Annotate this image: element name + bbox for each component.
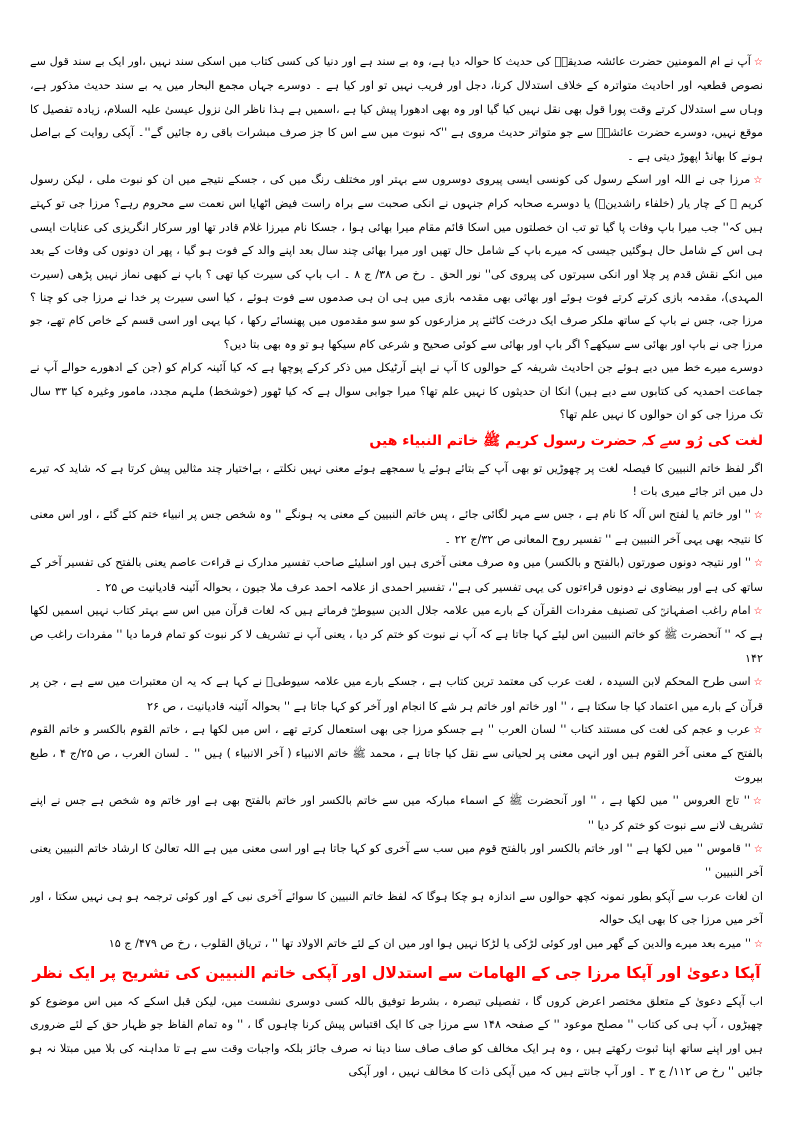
paragraph-text: عرب و عجم کی لغت کی مستند کتاب '' لسان العرب '' ہے جسکو مرزا جی بھی استعمال کرتے تھے ، اس میں لکھا ہے ، خاتم القوم بالکسر و خاتم القوم بالفتح کے معنی آخر القوم ہیں اور انہی معنی پر لحیانی سے نقل کیا جاتا ہے ، محمد ﷺ خاتم الانبیاء ( آخر الانبیاء ) ہیں '' ۔ لسان العرب ، ص ۲۵/ج ۴ ، طبع بیروت <box>30 722 763 784</box>
paragraph-text: اب آپکے دعویٰ کے متعلق مختصر اعرض کروں گا ، تفصیلی تبصرہ ، بشرط توفیق باللہ کسی دوسری نشست میں، لیکن قبل اسکے کہ میں اس موضوع کو چھیڑوں ، آپ ہی کی کتاب '' مصلح موعود '' کے صفحہ ۱۴۸ سے مرزا جی کا ایک اقتباس پیش کرنا چاہوں گا ، '' وہ تمام الفاظ جو ظہار حق کے لئے ضروری ہیں اور اپنے ساتھ اپنا ثبوت رکھتے ہیں ، وہ ہر ایک مخالف کو صاف صاف سنا دینا نہ صرف جائز بلکہ واجبات وقت سے ہے تا مداہنہ کی بلا میں مبتلا نہ ہو جائیں '' رخ ص ۱۱۲/ ج ۳ ۔ اور آپ جانتے ہیں کہ میں آپکی ذات کا مخالف نہیں ، اور آپکی <box>30 995 763 1079</box>
paragraph <box>30 718 763 789</box>
star-bullet-icon: ☆ <box>753 175 763 187</box>
paragraph <box>30 356 763 426</box>
paragraph-text: ان لغات عرب سے آپکو بطور نمونہ کچھ حوالوں سے اندازہ ہو چکا ہوگا کہ لفظ خاتم النبیین کا سوائے آخری نبی کے اور کوئی ترجمہ ہو ہی نہیں سکتا ، اور آخر میں مرزا جی کا بھی ایک حوالہ <box>30 889 763 927</box>
paragraph-text: مرزا جی نے اللہ اور اسکے رسول کی کونسی ایسی پیروی دوسروں سے بہتر اور مختلف رنگ میں کی ، جسکے نتیجے میں ان کو نبوت ملی ، لیکن رسول کریم ﷺ کے چار یار (خلفاء راشدینؓ) یا دوسرے صحابہ کرام جنہوں نے انکی صحبت سے براہ راست فیض اٹھایا اس نعمت سے محروم رہے؟ مرزا جی تو کہتے ہیں کہ'' جب میرا باپ وفات پا گیا تو تب ان خصلتوں میں اسکا قائم مقام میرا بھائی ہوا ، جسکا نام میرزا غلام قادر تھا اور سرکار انگریزی کی عنایات ایسی ہی اس کے شامل حال ہوگئیں جیسی کہ میرے باپ کے شامل حال تھیں اور میرا بھائی چند سال بعد اپنے والد کے فوت ہو گیا ، پھر ان دونوں کی وفات کے بعد میں انکے نقش قدم پر چلا اور انکی سیرتوں کی پیروی کی'' نور الحق ۔ رخ ص ۳۸/ ج ۸ ۔ اب باپ کی سیرت کیا تھی ؟ باپ نے کبھی نماز نہیں پڑھی (سیرت المہدی)، مقدمہ بازی کرتے کرتے فوت ہوئے اور بھائی بھی مقدمہ بازی میں ہی ان ہی صدموں سے فوت ہوئے ، کیا اسی سیرت پر خدا نے مرزا جی کو چنا ؟ مرزا جی، جس نے باپ کے ساتھ ملکر صرف ایک درخت کاٹنے پر مزارعوں کو سو سو مقدموں میں پھنسائے رکھا ، کیا یہی اور اسی قسم کے خاص کام تھے، جو مرزا جی نے باپ اور بھائی سے سیکھے؟ اگر باپ اور بھائی سے کوئی صحیح و شرعی کام سیکھا ہو تو وہ بھی بتا دیں؟ <box>30 173 763 351</box>
paragraph <box>30 457 763 504</box>
paragraph <box>30 990 763 1084</box>
paragraph-text: '' اور خاتم یا لفتح اس آلہ کا نام ہے ، جس سے مہر لگائی جائے ، پس خاتم النبیین کے معنی یہ ہونگے '' وہ شخص جس پر انبیاء ختم کئے گئے ، اور اس معنی کا نتیجہ بھی یہی آخر النبیین ہے '' تفسیر روح المعانی ص ۳۲/ج ۲۲ ۔ <box>30 508 763 546</box>
star-bullet-icon: ☆ <box>752 796 763 808</box>
star-bullet-icon: ☆ <box>753 605 763 617</box>
star-bullet-icon: ☆ <box>753 677 763 689</box>
star-bullet-icon: ☆ <box>754 938 763 950</box>
paragraph-text: امام راغب اصفہانیؒ کی تصنیف مفردات القرآن کے بارے میں علامہ جلال الدین سیوطیؒ فرماتے ہیں کہ لغات قرآن میں اس سے بہتر کتاب نہیں اسمیں لکھا ہے کہ '' آنحضرت ﷺ کو خاتم النبیین اس لیئے کہا جاتا ہے کہ آپ نے نبوت کو ختم کر دیا ، یعنی آپ نے تشریف لا کر نبوت کو تمام فرما دیا '' مفردات راغب ص ۱۴۲ <box>30 603 763 665</box>
paragraph <box>30 670 763 718</box>
paragraph <box>30 885 763 932</box>
paragraph-text: '' قاموس '' میں لکھا ہے '' اور خاتم بالکسر اور بالفتح قوم میں سب سے آخری کو کہا جاتا ہے اور اسی معنی میں ہے اللہ تعالیٰ کا ارشاد خاتم النبیین یعنی آخر النبیین '' <box>30 842 763 880</box>
paragraph <box>30 168 763 356</box>
paragraph <box>30 551 763 599</box>
paragraph-text: اگر لفظ خاتم النبیین کا فیصلہ لغت پر چھوڑیں تو بھی آپ کے بتائے ہوئے یا سمجھے ہوئے معنی نہیں نکلتے ، بےاختیار چند مثالیں پیش کرتا ہے کہ شاید کہ تیرے دل میں اتر جائے میری بات ! <box>30 461 763 498</box>
paragraph-text: دوسرے میرے خط میں دیے ہوئے جن احادیث شریفہ کے حوالوں کا آپ نے اپنے آرٹیکل میں ذکر کرکے پوچھا ہے کہ کیا آئینہ کرام کو (جن کے ادھورے حوالے آپ نے جماعت احمدیہ کی کتابوں سے دیے ہیں) انکا ان حدیثوں کا نہیں علم تھا؟ میرا جوابی سوال ہے کہ کیا ٹھور (خوشخط) ملہم مجدد، مامور وغیرہ کیا ۳۳ سال تک مرزا جی کو ان حوالوں کا نہیں علم تھا؟ <box>30 361 763 422</box>
star-bullet-icon: ☆ <box>753 844 763 855</box>
paragraph-text: '' تاج العروس '' میں لکھا ہے ، '' اور آنحضرت ﷺ کے اسماء مبارکہ میں سے خاتم بالکسر اور خاتم بالفتح بھی ہے اور خاتم وہ شخص ہے جس نے اپنے تشریف لانے سے نبوت کو ختم کر دیا '' <box>30 794 763 832</box>
paragraph <box>30 932 763 956</box>
star-bullet-icon: ☆ <box>753 724 763 736</box>
star-bullet-icon: ☆ <box>754 558 763 570</box>
paragraph <box>30 50 763 168</box>
document-page <box>30 50 763 1100</box>
paragraph-text: '' اور نتیجہ دونوں صورتوں (بالفتح و بالکسر) میں وہ صرف معنی آخری ہیں اور اسلیئے صاحب تفسیر مدارک نے قراءت عاصم یعنی بالفتح کی تفسیر آخر کے ساتھ کی ہے اور بیضاوی نے دونوں قراءتوں کی یہی تفسیر کی ہے''، تفسیر احمدی از علامہ احمد عرف ملا جیون ، بحوالہ آئینہ قادیانیت ص ۲۵ ۔ <box>30 556 763 594</box>
paragraph-text: آپ نے ام المومنین حضرت عائشہ صدیقہؓ کی حدیث کا حوالہ دیا ہے، وہ بے سند ہے اور دنیا کی کسی کتاب میں اسکی سند نہیں ،اور ایک بے سند قول سے نصوص قطعیہ اور احادیث متواترہ کے خلاف استدلال کرنا، دجل اور فریب نہیں تو اور کیا ہے ۔ دوسرے جہاں مجمع البحار میں یہ بے سند حدیث مذکور ہے، وہاں سے استدلال کرتے وقت پورا قول بھی نقل نہیں کیا گیا اور وہ بھی ادھورا پیش کیا ہے ،اسمیں ہے ہذا ناظر الیٰ نزول عیسیٰ علیہ السلام، زیادہ تفصیل کا موقع نہیں، دوسرے حضرت عائشہؓ سے جو متواتر حدیث مروی ہے ''کہ نبوت میں سے اس کا جز صرف مبشرات باقی رہ جائیں گے''۔ آپکی روایت کے بےاصل ہونے کا بھانڈ اپھوڑ دیتی ہے ۔ <box>30 55 763 163</box>
star-bullet-icon: ☆ <box>753 510 763 522</box>
star-bullet-icon: ☆ <box>753 57 763 68</box>
paragraph-text: '' میرے بعد میرے والدین کے گھر میں اور کوئی لڑکی یا لڑکا نہیں ہوا اور میں ان کے لئے خاتم الاولاد تھا '' ، تریاق القلوب ، رخ ص ۴۷۹/ ج ۱۵ <box>108 936 752 950</box>
paragraph-text: اسی طرح المحکم لابن السیدہ ، لغت عرب کی معتمد ترین کتاب ہے ، جسکے بارے میں علامہ سیوطیؒ نے کہا ہے کہ یہ ان معتبرات میں سے ہے ، جن پر قرآن کے بارے میں اعتماد کیا جا سکتا ہے ، '' اور خاتم اور خاتم ہر شے کا انجام اور آخر کو کہا جاتا ہے '' بحوالہ آئینہ قادیانیت ، ص ۲۶ <box>30 675 763 713</box>
paragraph <box>30 503 763 551</box>
section-heading: لغت کی رُو سے کہ حضرت رسول کریم ﷺ خاتم النبیاء ھیں <box>369 432 763 449</box>
paragraph <box>30 789 763 837</box>
section-heading: آپکا دعویٰ اور آپکا مرزا جی کے الھامات سے استدلال اور آپکی خاتم النبیین کی تشریح پر ایک نظر <box>32 964 761 983</box>
paragraph <box>30 599 763 670</box>
paragraph <box>30 837 763 885</box>
